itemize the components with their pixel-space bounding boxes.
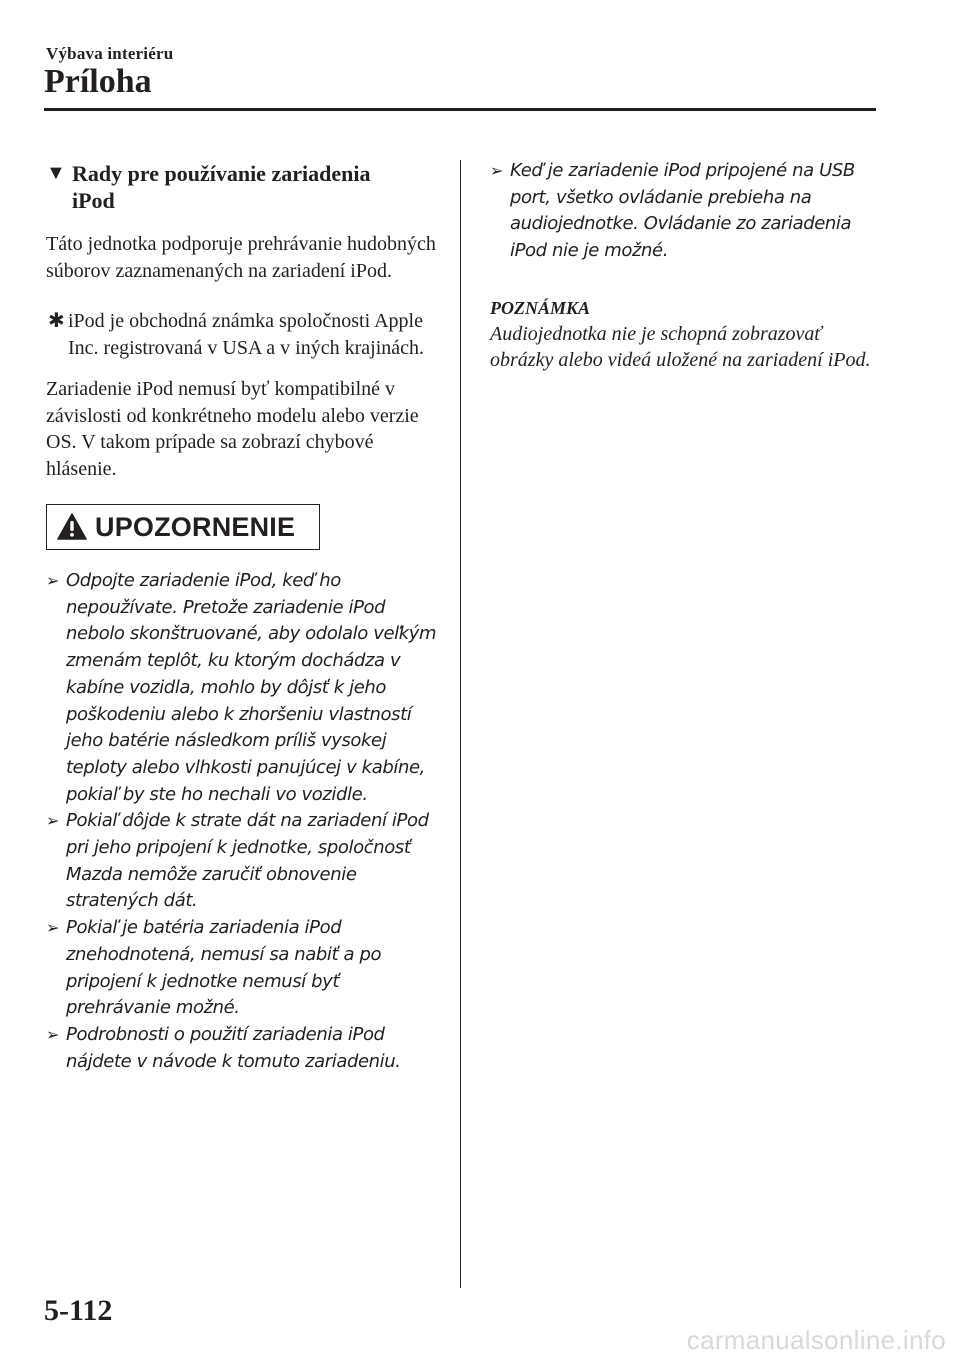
list-item (46, 568, 442, 808)
arrow-bullet-icon: ➢ (46, 918, 60, 938)
intro-paragraph: Táto jednotka podporuje prehrávanie hudobných súborov zaznamenaných na zariadení iPod. (46, 233, 436, 282)
asterisk-icon: ✱ (48, 310, 65, 332)
list-item (490, 158, 880, 265)
arrow-bullet-icon: ➢ (46, 811, 60, 831)
trademark-text: iPod je obchodná známka spoločnosti Apple Inc. registrovaná v USA a v iných krajinách. (68, 310, 425, 359)
page-title: Príloha (44, 63, 152, 100)
warning-label: UPOZORNENIE (95, 511, 296, 542)
trademark-note (46, 308, 442, 361)
watermark: carmanualsonline.info (686, 1325, 946, 1355)
section-heading-text: Rady pre používanie zariadenia iPod (72, 161, 371, 213)
note-label: POZNÁMKA (490, 297, 591, 318)
triangle-down-icon: ▼ (46, 162, 66, 184)
bullet-text: Odpojte zariadenie iPod, keď ho nepoužívate. Pretože zariadenie iPod nebolo skonštruované, aby odolalo veľkým zmenám teplôt, ku ktorým dochádza v kabíne vozidla, mohlo by dôjsť k jeho poškodeniu alebo k zhoršeniu vlastností jeho batérie následkom príliš vysokej teploty alebo vlhkosti panujúcej v kabíne, pokiaľ by ste ho nechali vo vozidle. (66, 570, 437, 805)
note-text: Audiojednotka nie je schopná zobrazovať obrázky alebo videá uložené na zariadení iPod. (490, 322, 871, 372)
arrow-bullet-icon: ➢ (490, 161, 504, 180)
list-item (46, 915, 442, 1022)
bullet-text: Keď je zariadenie iPod pripojené na USB port, všetko ovládanie prebieha na audiojednotke. Ovládanie zo zariadenia iPod nie je možné. (510, 160, 855, 262)
section-heading (46, 160, 442, 214)
list-item (46, 808, 442, 915)
list-item (46, 1022, 442, 1075)
bullet-text: Pokiaľ je batéria zariadenia iPod znehodnotená, nemusí sa nabiť a po pripojení k jednotke nemusí byť prehrávanie možné. (66, 917, 382, 1019)
bullet-text: Podrobnosti o použití zariadenia iPod nájdete v návode k tomuto zariadeniu. (66, 1023, 401, 1072)
header-section-label: Výbava interiéru (46, 44, 174, 63)
warning-box (46, 504, 320, 550)
right-column (490, 158, 880, 374)
left-column (46, 158, 442, 1075)
bullet-text: Pokiaľ dôjde k strate dát na zariadení iPod pri jeho pripojení k jednotke, spoločnosť Mazda nemôže zaručiť obnovenie stratených dát. (66, 810, 429, 912)
warning-triangle-icon (57, 513, 87, 541)
page-number: 5-112 (44, 1294, 113, 1327)
compatibility-paragraph: Zariadenie iPod nemusí byť kompatibilné v závislosti od konkrétneho modelu alebo verzie OS. V takom prípade sa zobrazí chybové hlásenie. (46, 378, 419, 480)
header-rule (44, 108, 876, 111)
warning-bullets (46, 568, 442, 1075)
arrow-bullet-icon: ➢ (46, 571, 60, 590)
arrow-bullet-icon: ➢ (46, 1024, 60, 1044)
column-divider (460, 160, 461, 1288)
